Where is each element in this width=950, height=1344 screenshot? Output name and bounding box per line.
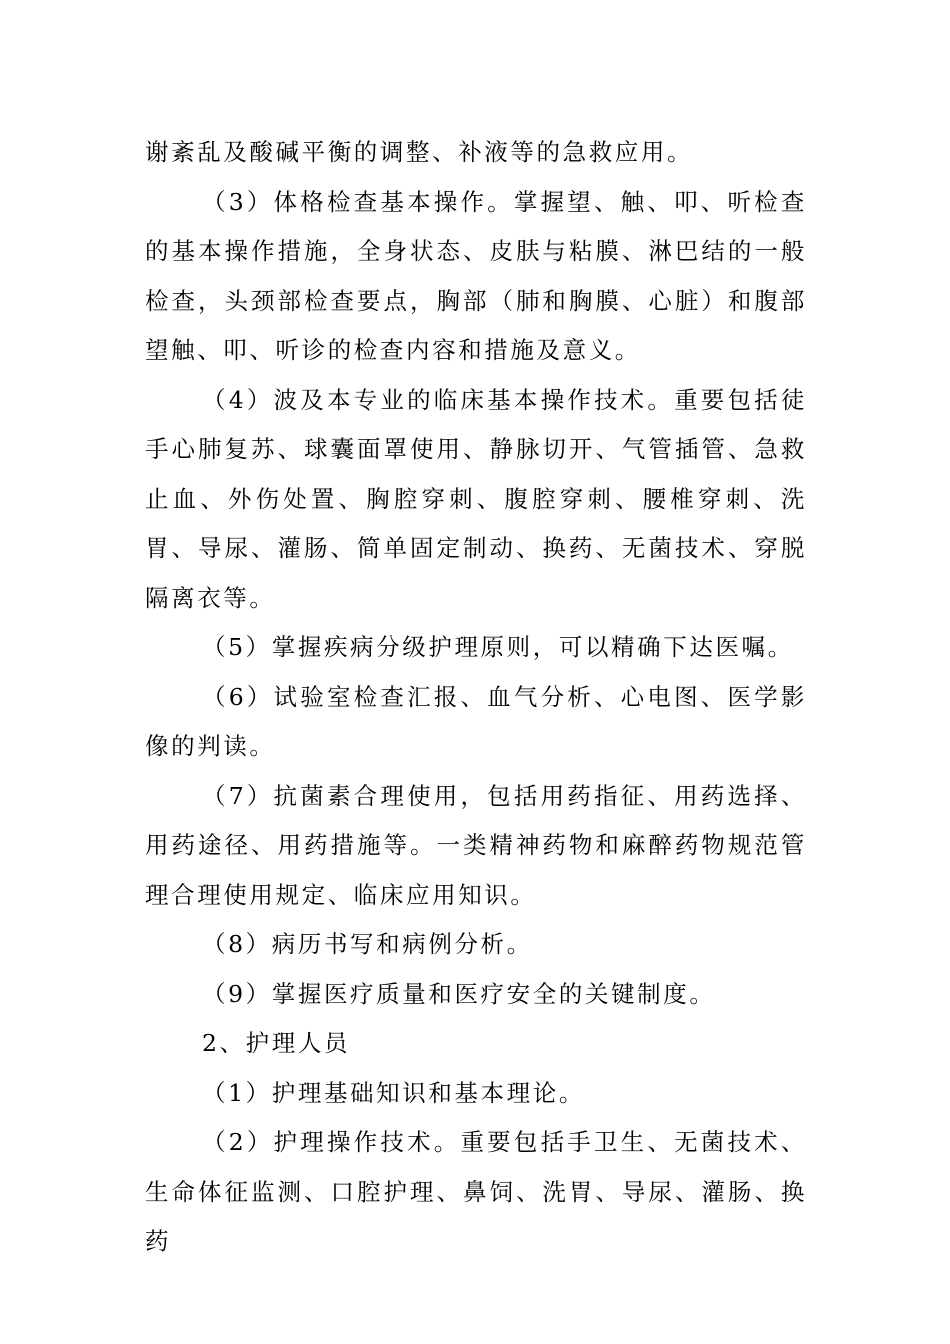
- paragraph-medical-records: （8）病历书写和病例分析。: [202, 930, 533, 958]
- paragraph-nursing-basics: （1）护理基础知识和基本理论。: [202, 1078, 585, 1107]
- paragraph-safety-rules: （9）掌握医疗质量和医疗安全的关键制度。: [202, 979, 716, 1008]
- paragraph-physical-exam: （3）体格检查基本操作。掌握望、触、叩、听检查的基本操作措施，全身状态、皮肤与粘膜、淋巴结的一般检查，头颈部检查要点，胸部（肺和胸膜、心脏）和腹部望触、叩、听诊的检查内容和措施及意义。: [145, 187, 807, 364]
- paragraph-clinical-operations: （4）波及本专业的临床基本操作技术。重要包括徒手心肺复苏、球囊面罩使用、静脉切开、气管插管、急救止血、外伤处置、胸腔穿刺、腹腔穿刺、腰椎穿刺、洗胃、导尿、灌肠、简单固定制动、换药、无菌技术、穿脱隔离衣等。: [145, 385, 807, 612]
- paragraph-nursing-operations: （2）护理操作技术。重要包括手卫生、无菌技术、生命体征监测、口腔护理、鼻饲、洗胃、导尿、灌肠、换药: [145, 1128, 807, 1255]
- paragraph-antibiotics: （7）抗菌素合理使用，包括用药指征、用药选择、用药途径、用药措施等。一类精神药物和麻醉药物规范管理合理使用规定、临床应用知识。: [145, 781, 807, 909]
- paragraph-lab-reports: （6）试验室检查汇报、血气分析、心电图、医学影像的判读。: [145, 682, 807, 760]
- document-page: [145, 128, 807, 1267]
- paragraph-nursing-grading: （5）掌握疾病分级护理原则，可以精确下达医嘱。: [202, 633, 794, 661]
- paragraph-continuation: 谢紊乱及酸碱平衡的调整、补液等的急救应用。: [145, 138, 694, 166]
- section-heading-nurses: 2、护理人员: [202, 1029, 351, 1057]
